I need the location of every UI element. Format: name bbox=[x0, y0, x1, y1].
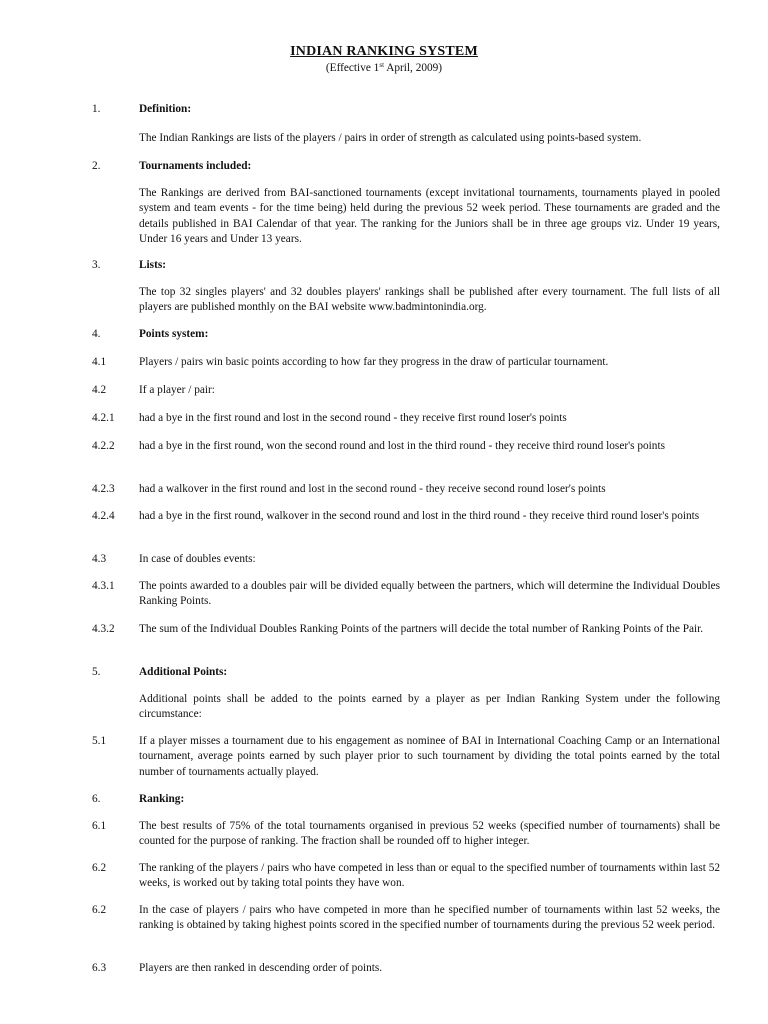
clause-text: The ranking of the players / pairs who have competed in less than or equal to the specified number of tournaments within last 52 weeks, is worked out by taking total points they have won. bbox=[139, 862, 720, 890]
clause-text: If a player / pair: bbox=[139, 384, 215, 396]
clause-text: had a bye in the first round, won the second round and lost in the third round - they receive third round loser's points bbox=[139, 440, 665, 452]
clause-text: had a walkover in the first round and lost in the second round - they receive second round loser's points bbox=[139, 483, 606, 495]
section-number: 4. bbox=[92, 328, 101, 340]
section-heading: Ranking: bbox=[139, 793, 185, 805]
clause-number: 5.1 bbox=[92, 735, 107, 747]
clause-text: had a bye in the first round and lost in the second round - they receive first round loser's points bbox=[139, 412, 567, 424]
effective-date-ordinal: st bbox=[379, 61, 385, 69]
clause-number: 4.1 bbox=[92, 356, 107, 368]
clause-number: 4.2.2 bbox=[92, 440, 115, 452]
section-heading: Lists: bbox=[139, 259, 166, 271]
clause-text: Players are then ranked in descending order of points. bbox=[139, 962, 383, 974]
section-heading: Additional Points: bbox=[139, 666, 228, 678]
clause-text: The points awarded to a doubles pair will be divided equally between the partners, which will determine the Individual Doubles Ranking Points. bbox=[139, 580, 720, 608]
clause-number: 4.2.3 bbox=[92, 483, 115, 495]
clause-number: 4.3.1 bbox=[92, 580, 115, 592]
lists-paragraph: The top 32 singles players' and 32 doubles players' rankings shall be published after every tournament. The full lists of all players are published monthly on the BAI website www.badmintonindia.org. bbox=[139, 286, 720, 314]
document-title: INDIAN RANKING SYSTEM bbox=[290, 44, 478, 59]
section-number: 2. bbox=[92, 160, 101, 172]
section-number: 6. bbox=[92, 793, 101, 805]
clause-text: The sum of the Individual Doubles Ranking Points of the partners will decide the total number of Ranking Points of the Pair. bbox=[139, 623, 704, 635]
section-number: 3. bbox=[92, 259, 101, 271]
clause-text: If a player misses a tournament due to his engagement as nominee of BAI in International Coaching Camp or an International tournament, average points earned by such player prior to such tournament by dividing the total points earned by the total number of tournaments actually played. bbox=[139, 735, 720, 778]
clause-number: 4.3.2 bbox=[92, 623, 115, 635]
clause-number: 4.2 bbox=[92, 384, 107, 396]
section-heading: Definition: bbox=[139, 103, 192, 115]
clause-text: In case of doubles events: bbox=[139, 553, 256, 565]
clause-number: 6.1 bbox=[92, 820, 107, 832]
additional-points-paragraph: Additional points shall be added to the points earned by a player as per Indian Ranking System under the following circumstance: bbox=[139, 693, 720, 721]
section-heading: Tournaments included: bbox=[139, 160, 252, 172]
effective-date bbox=[0, 61, 768, 76]
clause-text: In the case of players / pairs who have competed in more than he specified number of tournaments within last 52 weeks, the ranking is obtained by taking highest points scored in the specified number of tournaments during the previous 52 week period. bbox=[139, 904, 720, 932]
clause-text: had a bye in the first round, walkover in the second round and lost in the third round - they receive third round loser's points bbox=[139, 510, 700, 522]
clause-number: 6.2 bbox=[92, 904, 107, 916]
clause-number: 4.2.1 bbox=[92, 412, 115, 424]
section-number: 5. bbox=[92, 666, 101, 678]
clause-number: 6.3 bbox=[92, 962, 107, 974]
clause-text: Players / pairs win basic points according to how far they progress in the draw of particular tournament. bbox=[139, 356, 609, 368]
effective-date-suffix: April, 2009) bbox=[384, 62, 443, 74]
clause-text: The best results of 75% of the total tournaments organised in previous 52 weeks (specified number of tournaments) shall be counted for the purpose of ranking. The fraction shall be rounded off to higher integer. bbox=[139, 820, 720, 848]
clause-number: 6.2 bbox=[92, 862, 107, 874]
definition-paragraph: The Indian Rankings are lists of the players / pairs in order of strength as calculated using points-based system. bbox=[139, 132, 642, 144]
effective-date-prefix: (Effective 1 bbox=[325, 62, 380, 74]
tournaments-paragraph: The Rankings are derived from BAI-sanctioned tournaments (except invitational tournaments, tournaments played in pooled system and team events - for the time being) held during the previous 52 week period. These tournaments are graded and the details published in BAI Calendar of that year. The ranking for the Juniors shall be in three age groups viz. Under 19 years, Under 16 years and Under 13 years. bbox=[139, 187, 720, 245]
section-number: 1. bbox=[92, 103, 101, 115]
section-heading: Points system: bbox=[139, 328, 209, 340]
clause-number: 4.2.4 bbox=[92, 510, 115, 522]
clause-number: 4.3 bbox=[92, 553, 107, 565]
